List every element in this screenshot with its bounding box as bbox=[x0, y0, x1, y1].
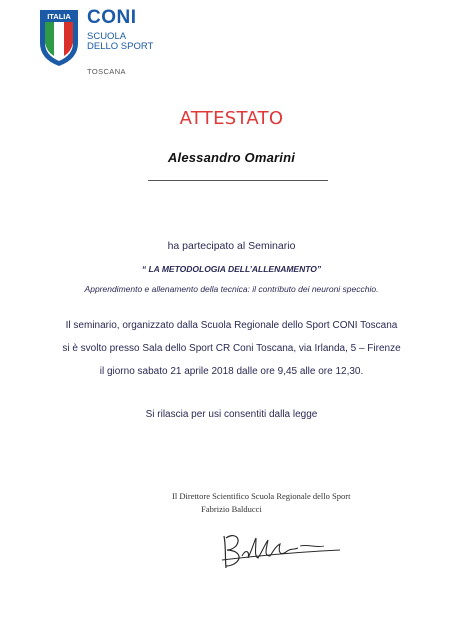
recipient-name: Alessandro Omarini bbox=[167, 150, 296, 165]
name-underline bbox=[148, 180, 328, 181]
signatory-role: Il Direttore Scientifico Scuola Regionale dello Sport bbox=[172, 491, 351, 501]
participation-text: ha partecipato al Seminario bbox=[167, 240, 296, 252]
handwritten-signature bbox=[216, 526, 346, 572]
logo-region: TOSCANA bbox=[87, 67, 126, 76]
certificate-title: ATTESTATO bbox=[179, 108, 284, 129]
signatory-name: Fabrizio Balducci bbox=[201, 504, 262, 514]
italia-label: ITALIA bbox=[47, 12, 71, 21]
italia-shield-icon bbox=[39, 9, 79, 67]
coni-wordmark: CONI bbox=[87, 7, 137, 28]
logo-line-scuola: SCUOLA bbox=[87, 31, 127, 42]
body-line-date: il giorno sabato 21 aprile 2018 dalle ore 9,45 alle ore 12,30. bbox=[99, 366, 364, 377]
seminar-title: “ LA METODOLOGIA DELL’ALLENAMENTO” bbox=[141, 264, 322, 274]
release-note: Si rilascia per usi consentiti dalla legge bbox=[145, 409, 318, 420]
body-line-organizer: Il seminario, organizzato dalla Scuola Regionale dello Sport CONI Toscana bbox=[65, 320, 398, 331]
coni-logo bbox=[39, 9, 169, 81]
body-line-venue: si è svolto presso Sala dello Sport CR Coni Toscana, via Irlanda, 5 – Firenze bbox=[62, 343, 401, 354]
logo-line-dello-sport: DELLO SPORT bbox=[87, 41, 154, 52]
seminar-subtitle: Apprendimento e allenamento della tecnica: il contributo dei neuroni specchio. bbox=[84, 284, 379, 294]
